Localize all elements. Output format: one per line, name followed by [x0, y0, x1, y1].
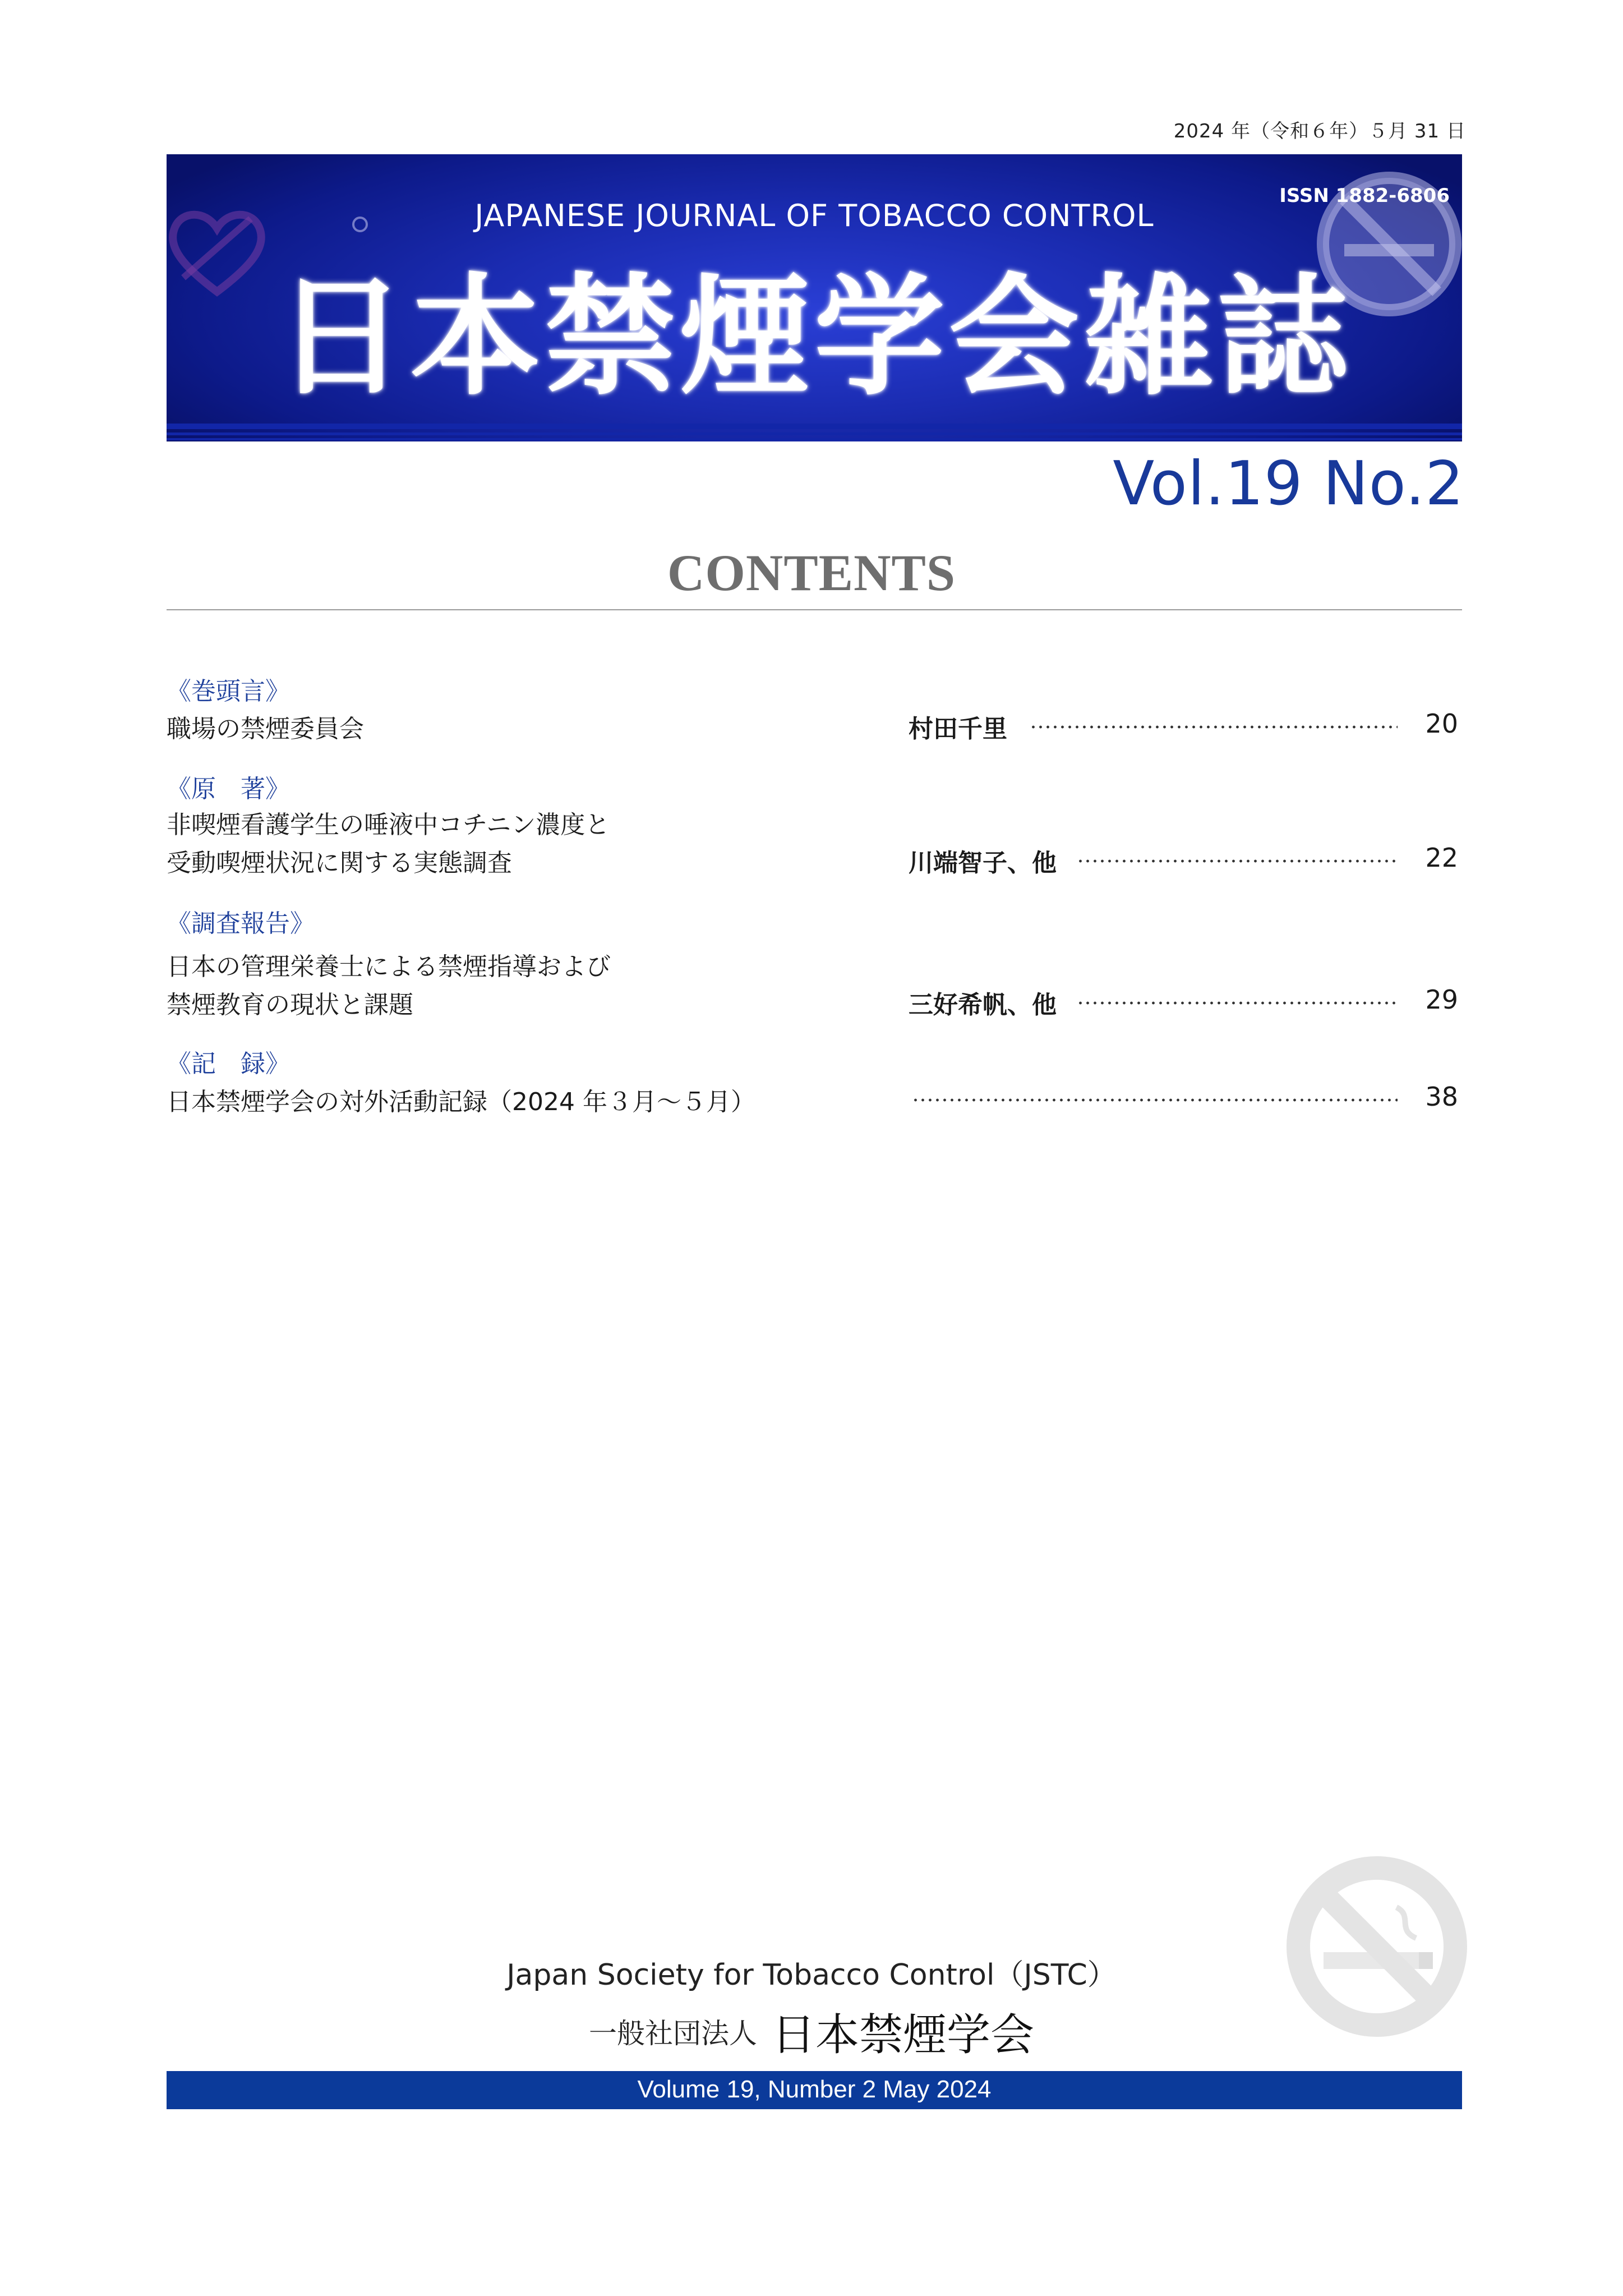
toc-article-title: 非喫煙看護学生の唾液中コチニン濃度と — [167, 811, 610, 839]
journal-title-ja: 日本禁煙学会雑誌 — [275, 261, 1353, 413]
toc-section-label: 《記 録》 — [167, 1050, 290, 1078]
society-name-ja: 日本禁煙学会 — [771, 2010, 1034, 2060]
journal-title-en: JAPANESE JOURNAL OF TOBACCO CONTROL — [474, 198, 1154, 233]
contents-divider — [167, 609, 1462, 610]
issn: ISSN 1882-6806 — [1279, 185, 1450, 207]
toc-article-title: 日本の管理栄養士による禁煙指導および — [167, 953, 611, 981]
toc-article-title: 禁煙教育の現状と課題 — [167, 991, 413, 1019]
toc-section-label: 《原 著》 — [167, 775, 290, 803]
footer-volume-line: Volume 19, Number 2 May 2024 — [637, 2076, 992, 2103]
society-name-block — [0, 2000, 1623, 2063]
banner-underlines — [167, 424, 1462, 443]
toc-section-label: 《巻頭言》 — [167, 677, 290, 706]
toc-page-number: 38 — [1425, 1082, 1458, 1112]
contents-heading: CONTENTS — [667, 544, 956, 601]
toc-leader-dots — [1077, 859, 1398, 863]
toc-section-label: 《調査報告》 — [167, 909, 315, 938]
toc-page-number: 22 — [1425, 843, 1458, 873]
toc-leader-dots — [1077, 1001, 1398, 1005]
issue-date: 2024 年（令和６年）５月 31 日 — [1173, 120, 1466, 142]
toc-author: 三好希帆、他 — [909, 991, 1057, 1019]
toc-author: 川端智子、他 — [909, 849, 1057, 877]
toc-article-title: 職場の禁煙委員会 — [167, 715, 364, 743]
toc-article-title: 日本禁煙学会の対外活動記録（2024 年３月〜５月） — [167, 1088, 755, 1116]
toc-page-number: 20 — [1425, 708, 1458, 739]
toc-leader-dots — [912, 1098, 1398, 1102]
society-name-en: Japan Society for Tobacco Control（JSTC） — [506, 1958, 1117, 1992]
footer-bar — [167, 2071, 1462, 2109]
toc-leader-dots — [1030, 725, 1398, 729]
journal-banner — [167, 154, 1462, 441]
toc-author: 村田千里 — [909, 715, 1007, 743]
toc-page-number: 29 — [1425, 984, 1458, 1015]
toc-article-title: 受動喫煙状況に関する実態調査 — [167, 849, 512, 877]
volume-number: Vol.19 No.2 — [1113, 449, 1464, 519]
society-prefix: 一般社団法人 — [588, 2017, 757, 2050]
